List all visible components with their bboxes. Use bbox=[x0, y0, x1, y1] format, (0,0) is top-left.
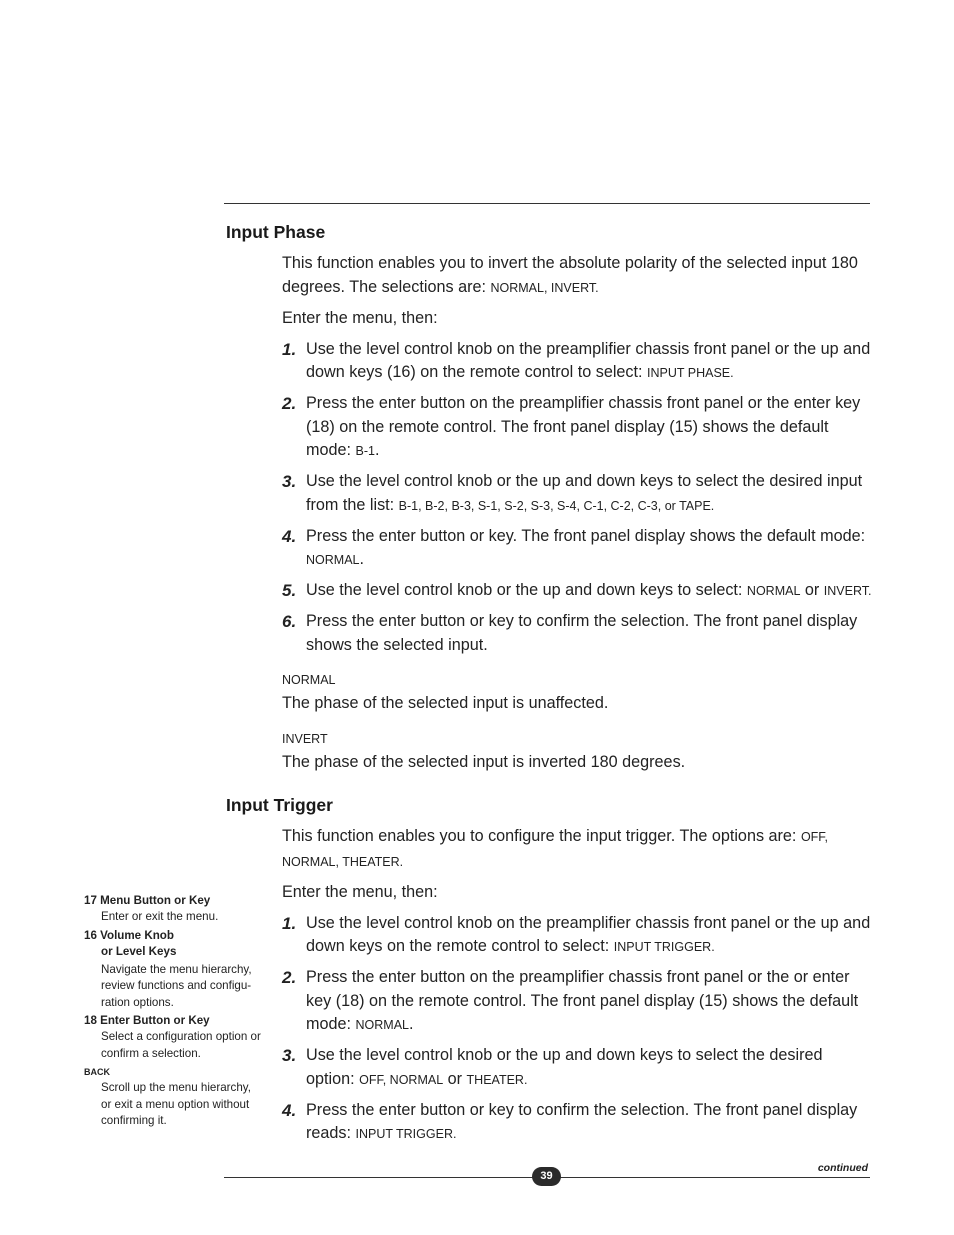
step-item: 1. Use the level control knob on the preamplifier chassis front panel or the up and down keys (16) on the remote control to select: INPUT PHASE. bbox=[282, 339, 871, 381]
enter-menu-text: Enter the menu, then: bbox=[282, 883, 438, 901]
intro-paragraph: This function enables you to invert the absolute polarity of the selected input 180 degrees. The selections are: NORMAL, INVERT. bbox=[282, 254, 858, 296]
step-item: 4. Press the enter button or key to confirm the selection. The front panel display reads: INPUT TRIGGER. bbox=[282, 1100, 858, 1142]
main-content bbox=[226, 221, 872, 1153]
legend-heading-continued: or Level Keys bbox=[101, 944, 177, 958]
page-number: 39 bbox=[532, 1167, 561, 1186]
intro-paragraph: This function enables you to configure the input trigger. The options are: OFF, NORMAL, THEATER. bbox=[282, 827, 829, 869]
top-rule bbox=[224, 203, 870, 204]
step-item: 3. Use the level control knob or the up and down keys to select the desired input from the list: B-1, B-2, B-3, S-1, S-2, S-3, S-4, C-1, C-2, C-3, or TAPE. bbox=[282, 472, 863, 514]
sidebar-legend bbox=[84, 893, 264, 1131]
legend-heading: 18 Enter Button or Key bbox=[84, 1014, 210, 1028]
legend-description: Select a configuration option or confirm a selection. bbox=[101, 1030, 261, 1060]
section-input-trigger bbox=[226, 794, 872, 1147]
step-item: 1. Use the level control knob on the preamplifier chassis front panel or the up and down keys on the remote control to select: INPUT TRIGGER. bbox=[282, 913, 871, 955]
legend-heading: 16 Volume Knob bbox=[84, 928, 174, 942]
legend-description: Enter or exit the menu. bbox=[101, 910, 219, 924]
step-item: 3. Use the level control knob or the up and down keys to select the desired option: OFF, NORMAL or THEATER. bbox=[282, 1046, 823, 1088]
term-label: NORMAL bbox=[282, 673, 336, 687]
section-title: Input Trigger bbox=[226, 795, 333, 815]
step-item: 2. Press the enter button on the preamplifier chassis front panel or the or enter key (18) on the remote control. The front panel display (15) shows the default mode: NORMAL. bbox=[282, 968, 859, 1033]
legend-description: Scroll up the menu hierarchy, or exit a menu option without confirming it. bbox=[101, 1081, 251, 1127]
section-input-phase bbox=[226, 221, 872, 774]
enter-menu-text: Enter the menu, then: bbox=[282, 309, 438, 327]
legend-heading: 17 Menu Button or Key bbox=[84, 894, 211, 907]
steps-list bbox=[282, 912, 872, 1147]
continued-label: continued bbox=[817, 1162, 868, 1174]
term-description: The phase of the selected input is inverted 180 degrees. bbox=[282, 752, 686, 771]
steps-list bbox=[282, 338, 872, 658]
legend-description: Navigate the menu hierarchy, review functions and configu-ration options. bbox=[101, 963, 252, 1009]
term-label: INVERT bbox=[282, 731, 328, 746]
term-description: The phase of the selected input is unaffected. bbox=[282, 694, 609, 712]
step-item: 5. Use the level control knob or the up and down keys to select: NORMAL or INVERT. bbox=[282, 581, 872, 600]
step-item: 2. Press the enter button on the preamplifier chassis front panel or the enter key (18) on the remote control. The front panel display (15) shows the default mode: B-1. bbox=[282, 394, 861, 459]
step-item: 6. Press the enter button or key to confirm the selection. The front panel display shows the selected input. bbox=[282, 612, 858, 654]
section-title: Input Phase bbox=[226, 222, 326, 242]
legend-heading: BACK bbox=[84, 1066, 110, 1077]
step-item: 4. Press the enter button or key. The front panel display shows the default mode: NORMAL. bbox=[282, 526, 866, 568]
